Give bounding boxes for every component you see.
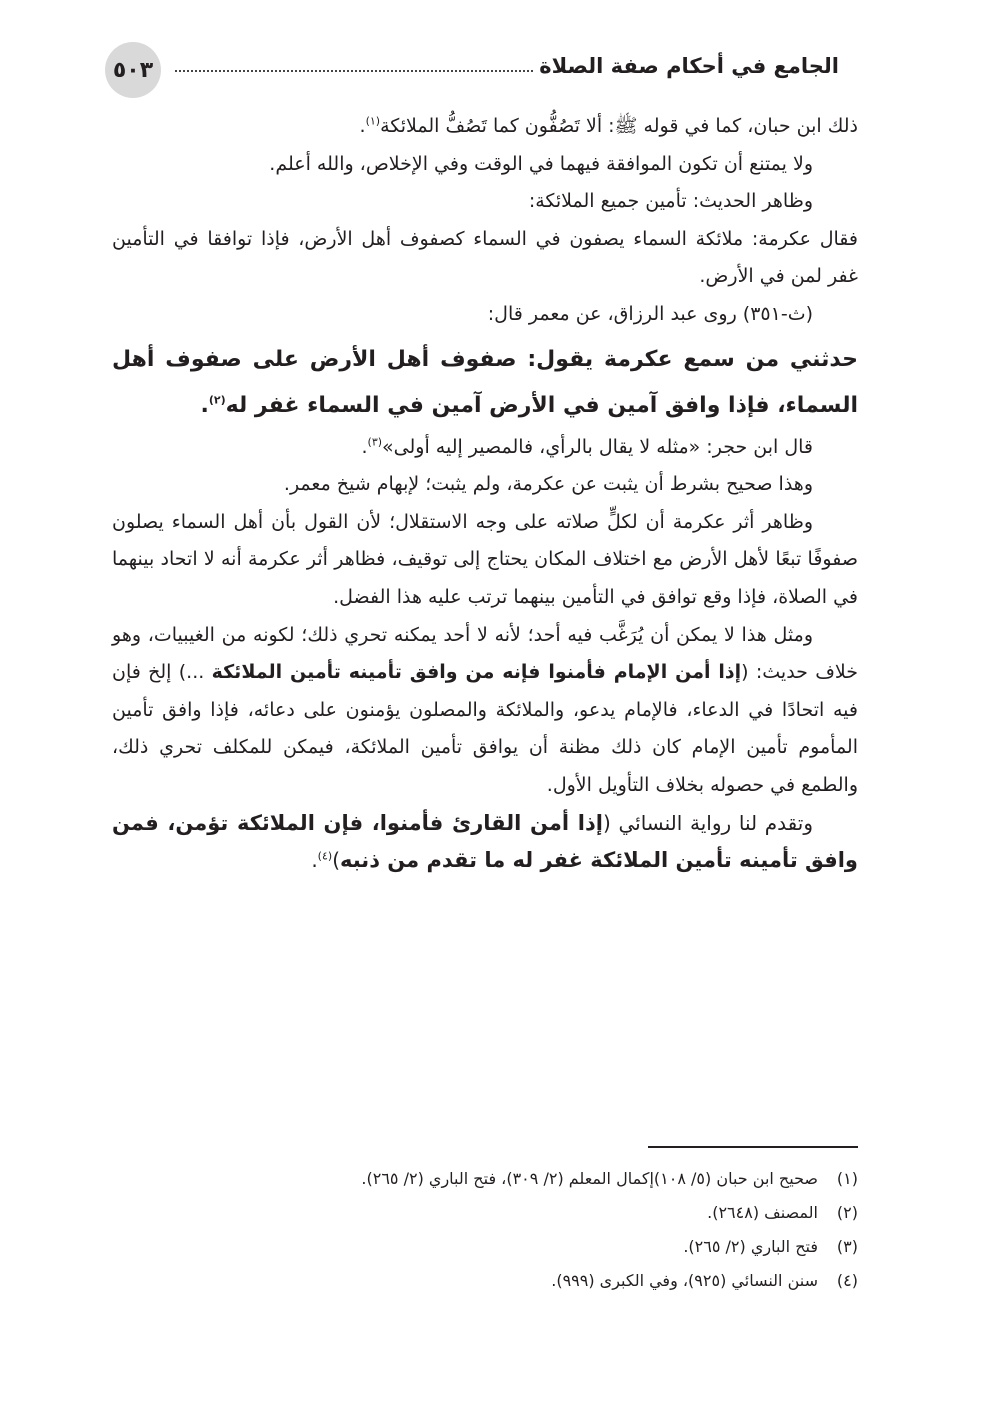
footnote-2-text: المصنف (٢٦٤٨). bbox=[707, 1203, 818, 1222]
paragraph-11-text-a: وتقدم لنا رواية النسائي ( bbox=[602, 810, 814, 835]
paragraph-1-end: . bbox=[359, 115, 366, 137]
footnote-1-text: صحيح ابن حبان (٥/ ١٠٨)إكمال المعلم (٢/ ٣٠٩)، فتح الباري (٢/ ٢٦٥). bbox=[361, 1169, 818, 1188]
footnote-ref-1: (١) bbox=[365, 114, 381, 128]
footnote-3-number: (٣) bbox=[836, 1237, 858, 1256]
quoted-athar bbox=[112, 337, 858, 429]
quoted-athar-text: حدثني من سمع عكرمة يقول: صفوف أهل الأرض على صفوف أهل السماء، فإذا وافق آمين في الأرض آمين في السماء غفر له bbox=[112, 346, 858, 418]
paragraph-2: ولا يمتنع أن تكون الموافقة فيهما في الوقت وفي الإخلاص، والله أعلم. bbox=[269, 152, 813, 175]
paragraph-5: (ث-٣٥١) روى عبد الرزاق، عن معمر قال: bbox=[487, 302, 813, 325]
paragraph-11 bbox=[112, 805, 858, 880]
footnote-4-text: سنن النسائي (٩٢٥)، وفي الكبرى (٩٩٩). bbox=[551, 1271, 818, 1290]
footnotes bbox=[158, 1162, 858, 1298]
paragraph-7-text: قال ابن حجر: «مثله لا يقال بالرأي، فالمصير إليه أولى» bbox=[382, 435, 813, 458]
paragraph-10-text-b: ...) إلخ فإن فيه اتحادًا في الدعاء، فالإمام يدعو، والملائكة والمصلون يؤمنون على دعائه، فإذا وافق تأمين المأموم تأمين الإمام كان ذلك مظنة أن يوافق تأمين الملائكة، فيمكن للمكلف تحري ذلك، والطمع في حصوله بخلاف التأويل الأول. bbox=[112, 661, 858, 796]
footnote-2 bbox=[158, 1196, 858, 1230]
paragraph-10-text-a: ومثل هذا لا يمكن أن يُرَغَّب فيه أحد؛ لأنه لا أحد يمكنه تحري ذلك؛ لكونه من الغيبيات، وهو خلاف حديث: ( bbox=[112, 623, 859, 684]
footnote-3 bbox=[158, 1230, 858, 1264]
paragraph-1-text: ذلك ابن حبان، كما في قوله ﷺ: ألا تَصُفُّون كما تَصُفُّ الملائكة bbox=[380, 115, 858, 137]
paragraph-3: وظاهر الحديث: تأمين جميع الملائكة: bbox=[528, 190, 813, 213]
paragraph-10 bbox=[112, 617, 858, 805]
footnote-1 bbox=[158, 1162, 858, 1196]
footnote-3-text: فتح الباري (٢/ ٢٦٥). bbox=[683, 1237, 818, 1256]
paragraph-7-end: . bbox=[361, 435, 368, 458]
book-title bbox=[533, 54, 845, 78]
hadith-quote-2: إذا أمن القارئ فأمنوا، فإن الملائكة تؤمن، فمن وافق تأمينه تأمين الملائكة غفر له ما تقدم من ذنبه bbox=[112, 810, 858, 873]
book-title-text: الجامع في أحكام صفة الصلاة bbox=[533, 54, 845, 78]
footnote-4 bbox=[158, 1264, 858, 1298]
footnote-separator bbox=[648, 1146, 858, 1148]
paragraph-1 bbox=[112, 108, 858, 146]
paragraph-8: وهذا صحيح بشرط أن يثبت عن عكرمة، ولم يثبت؛ لإبهام شيخ معمر. bbox=[283, 473, 813, 496]
paragraph-7 bbox=[112, 429, 858, 467]
page-number-badge bbox=[105, 42, 161, 98]
running-header bbox=[105, 42, 845, 104]
hadith-quote-1: إذا أمن الإمام فأمنوا فإنه من وافق تأمينه تأمين الملائكة bbox=[211, 661, 742, 684]
main-text bbox=[112, 108, 858, 880]
footnote-4-number: (٤) bbox=[836, 1271, 858, 1290]
footnote-1-number: (١) bbox=[836, 1169, 858, 1188]
paragraph-11-end: . bbox=[311, 848, 318, 873]
page-number: ٥٠٣ bbox=[112, 57, 154, 83]
footnote-2-number: (٢) bbox=[836, 1203, 858, 1222]
quoted-athar-end: . bbox=[200, 392, 209, 418]
paragraph-11-text-b: ) bbox=[332, 848, 340, 873]
footnote-ref-2: (٢) bbox=[208, 393, 226, 407]
paragraph-4: فقال عكرمة: ملائكة السماء يصفون في السماء كصفوف أهل الأرض، فإذا توافقا في التأمين غفر لمن في الأرض. bbox=[112, 227, 858, 288]
paragraph-9: وظاهر أثر عكرمة أن لكلٍّ صلاته على وجه الاستقلال؛ لأن القول بأن أهل السماء يصلون صفوفًا تبعًا لأهل الأرض مع اختلاف المكان يحتاج إلى توقيف، فظاهر أثر عكرمة أنه لا اتحاد بينهما في الصلاة، فإذا وقع توافق في التأمين بينهما ترتب عليه هذا الفضل. bbox=[112, 510, 858, 608]
footnote-ref-3: (٣) bbox=[367, 435, 383, 449]
footnote-ref-4: (٤) bbox=[317, 849, 333, 863]
